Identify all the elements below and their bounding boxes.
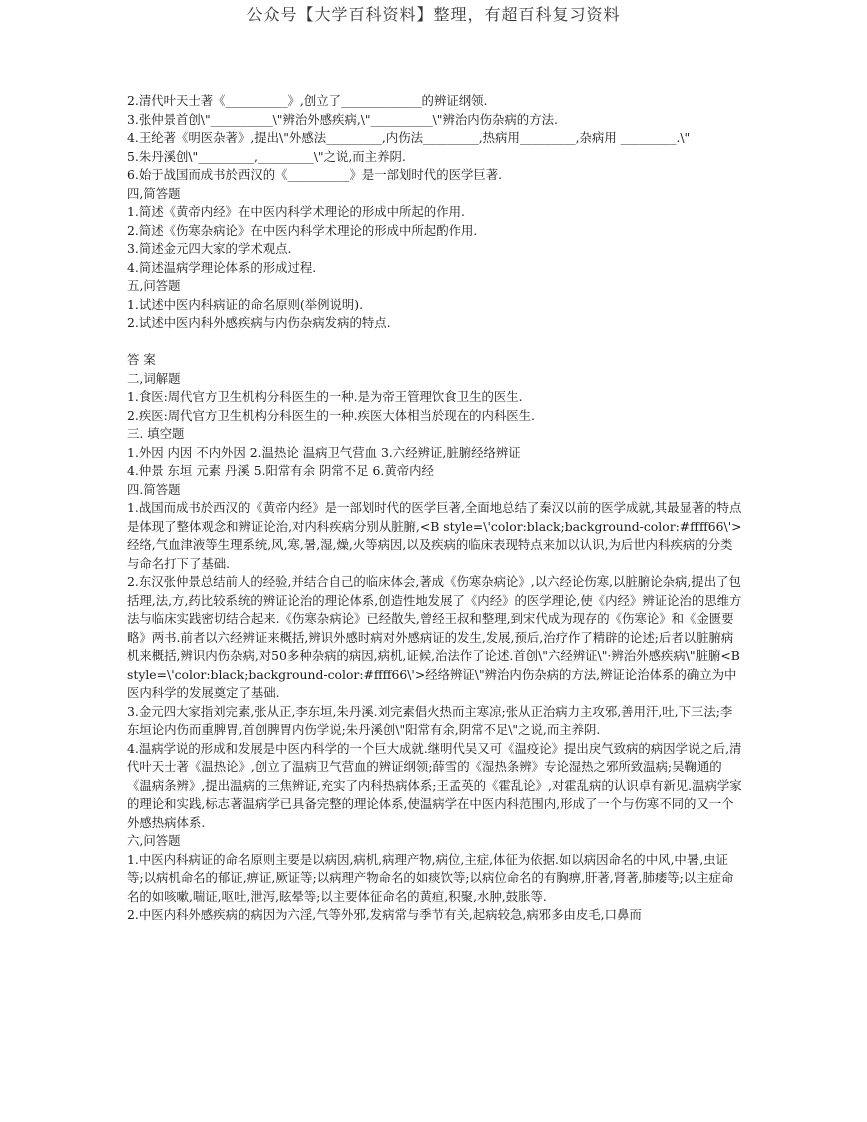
section-heading: 三. 填空题	[127, 426, 185, 441]
question-line: 6.始于战国而成书於西汉的《__________》是一部划时代的医学巨著.	[127, 167, 503, 182]
section-heading: 六,问答题	[127, 833, 181, 848]
answers-title: 答 案	[127, 352, 156, 367]
section-heading: 四,简答题	[127, 185, 181, 201]
answer-paragraph: 1.食医:周代官方卫生机构分科医生的一种.是为帝王管理饮食卫生的医生.	[127, 389, 523, 404]
answer-paragraph: 1.战国而成书於西汉的《黄帝内经》是一部划时代的医学巨著,全面地总结了秦汉以前的医学成就,其最显著的特点是体现了整体观念和辨证论治,对内科疾病分别从脏腑,<B style=\'color:black;background-color:#ffff66\'>经络,气血津液等生理系统,风,寒,暑,湿,燥,火等病因,以及疾病的临床表现特点来加以认识,为后世内科疾病的分类与命名打下了基础.	[127, 500, 742, 571]
question-line: 2.试述中医内科外感疾病与内伤杂病发病的特点.	[127, 315, 391, 330]
blank-gap	[127, 333, 742, 352]
question-line: 5.朱丹溪创\"_________,_________\"之说,而主养阴.	[127, 148, 406, 164]
answer-paragraph: 2.疾医:周代官方卫生机构分科医生的一种.疾医大体相当於现在的内科医生.	[127, 407, 535, 423]
page-banner: 公众号【大学百科资料】整理，有超百科复习资料	[246, 5, 621, 24]
question-line: 2.清代叶天士著《__________》,创立了_____________的辨证纲领.	[127, 93, 488, 108]
answer-paragraph: 1.外因 内因 不内外因 2.温热论 温病卫气营血 3.六经辨证,脏腑经络辨证	[127, 444, 521, 460]
question-line: 4.简述温病学理论体系的形成过程.	[127, 259, 317, 275]
section-heading: 五,问答题	[127, 278, 181, 293]
question-line: 2.简述《伤寒杂病论》在中医内科学术理论的形成中所起酌作用.	[127, 222, 478, 238]
answer-paragraph: 2.东汉张仲景总结前人的经验,并结合自己的临床体会,著成《伤寒杂病论》,以六经论伤寒,以脏腑论杂病,提出了包括理,法,方,药比较系统的辨证论治的理论体系,创造性地发展了《内经》的医学理论,使《内经》辨证论治的思维方法与临床实践密切结合起来.《伤寒杂病论》已经散失,曾经王叔和整理,到宋代成为现存的《伤寒论》和《金匮要略》两书.前者以六经辨证来概括,辨识外感时病对外感病证的发生,发展,预后,治疗作了精辟的论述;后者以脏腑病机来概括,辨识内伤杂病,对50多种杂病的病因,病机,证候,治法作了论述.首创\"六经辨证\"·辨治外感疾病\"脏腑<B style=\'color:black;background-color:#ffff66\'>经络辨证\"辨治内伤杂病的方法,辨证论治体系的确立为中医内科学的发展奠定了基础.	[127, 574, 744, 700]
answer-paragraph: 2.中医内科外感疾病的病因为六淫,气等外邪,发病常与季节有关,起病较急,病邪多由皮毛,口鼻而	[127, 907, 642, 922]
answer-paragraph: 4.仲景 东垣 元素 丹溪 5.阳常有余 阴常不足 6.黄帝内经	[127, 463, 434, 478]
document-body	[127, 92, 742, 925]
question-line: 1.简述《黄帝内经》在中医内科学术理论的形成中所起的作用.	[127, 204, 465, 219]
section-heading: 二,词解题	[127, 370, 181, 386]
question-line: 3.简述金元四大家的学术观点.	[127, 241, 292, 256]
answer-paragraph: 4.温病学说的形成和发展是中医内科学的一个巨大成就.继明代吴又可《温疫论》提出戾气致病的病因学说之后,清代叶天士著《温热论》,创立了温病卫气营血的辨证纲领;薛雪的《湿热条辨》专论湿热之邪所致温病;吴鞠通的《温病条辨》,提出温病的三焦辨证,充实了内科热病体系;王孟英的《霍乱论》,对霍乱病的认识卓有新见.温病学家的理论和实践,标志著温病学已具备完整的理论体系,使温病学在中医内科范围内,形成了一个与伤寒不同的又一个外感热病体系.	[127, 740, 742, 830]
question-line: 3.张仲景首创\"__________\"辨治外感疾病,\"__________\"辨治内伤杂病的方法.	[127, 111, 558, 127]
section-heading: 四.简答题	[127, 481, 181, 497]
question-line: 1.试述中医内科病证的命名原则(举例说明).	[127, 296, 364, 312]
question-line: 4.王纶著《明医杂著》,提出\"外感法_________,内伤法_________,热病用_________,杂病用 _________.\"	[127, 130, 691, 145]
answer-paragraph: 1.中医内科病证的命名原则主要是以病因,病机,病理产物,病位,主症,体征为依据.如以病因命名的中风,中暑,虫证等;以病机命名的郁证,痹证,厥证等;以病理产物命名的如痰饮等;以病位命名的有胸痹,肝著,肾著,肺痿等;以主症命名的如咳嗽,喘证,呕吐,泄泻,眩晕等;以主要体征命名的黄疸,积聚,水肿,鼓胀等.	[127, 851, 734, 904]
answer-paragraph: 3.金元四大家指刘完素,张从正,李东垣,朱丹溪.刘完素倡火热而主寒凉;张从正治病力主攻邪,善用汗,吐,下三法;李东垣论内伤而重脾胃,首创脾胃内伤学说;朱丹溪创\"阳常有余,阴常不足\"之说,而主养阴.	[127, 703, 733, 737]
